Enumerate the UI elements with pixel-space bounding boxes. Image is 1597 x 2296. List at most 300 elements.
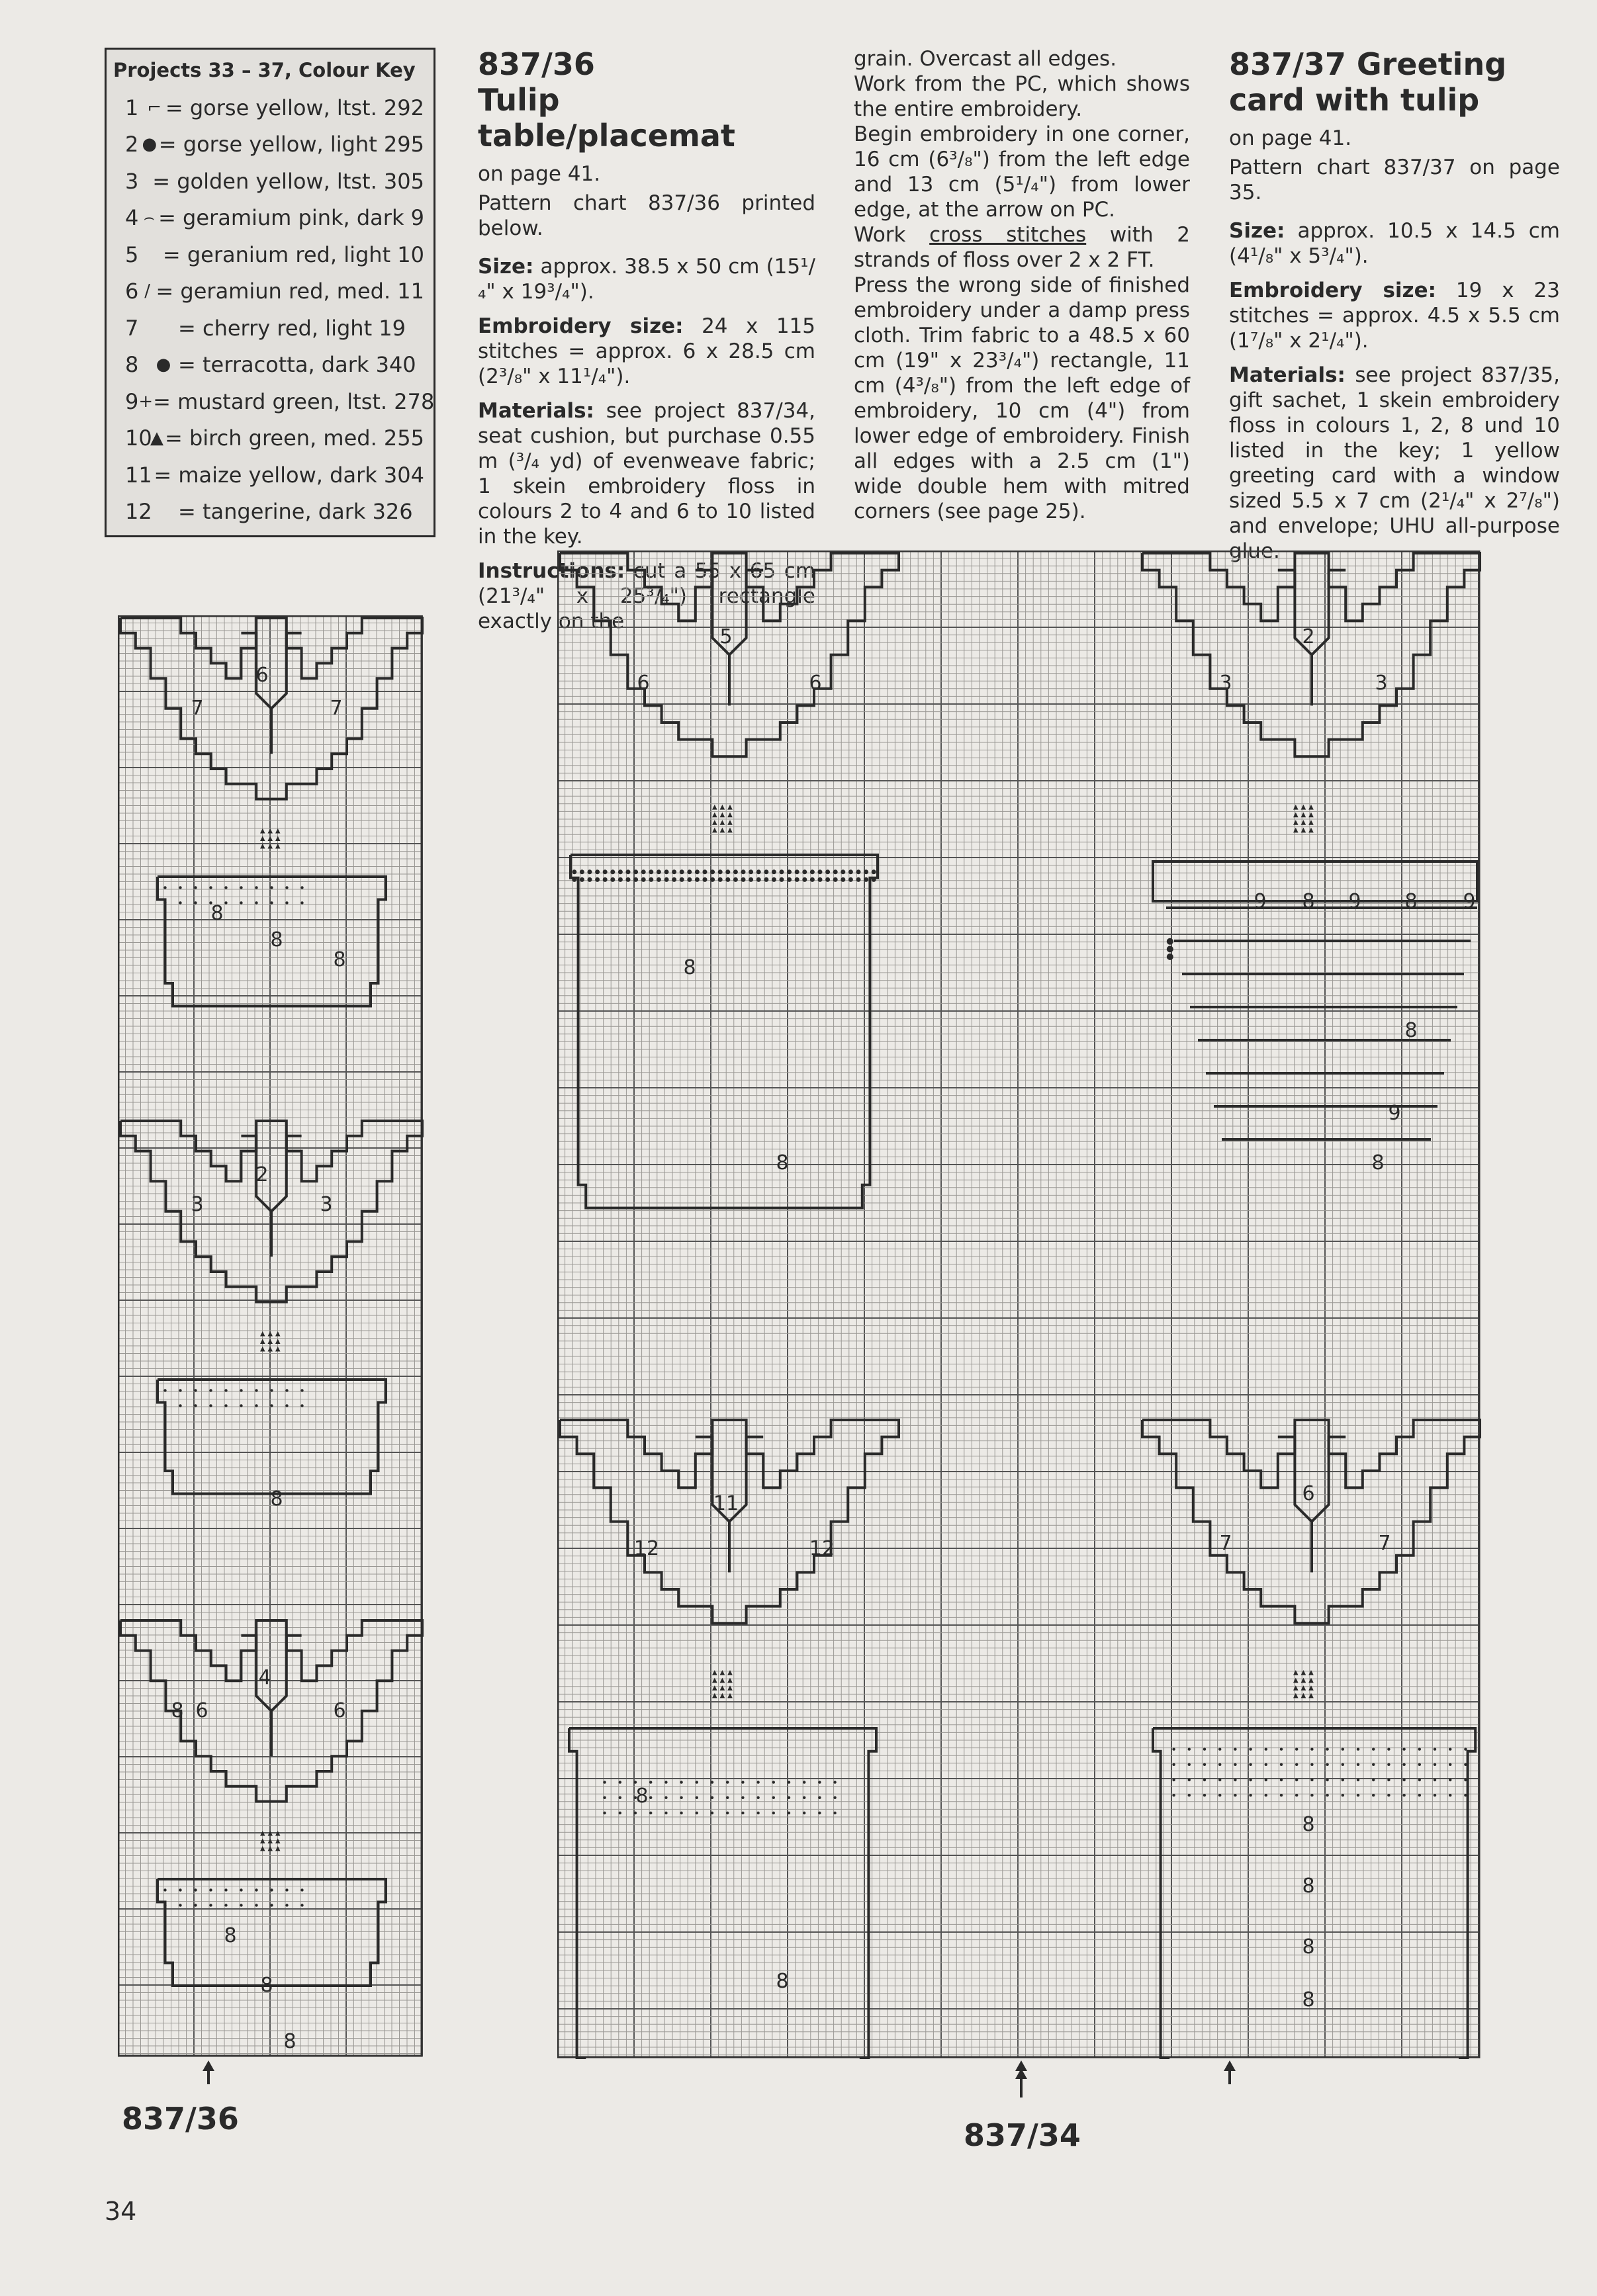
stitch-dot: [1265, 1794, 1267, 1796]
stem-stitch-icon: [268, 1347, 273, 1352]
stitch-dot: [270, 1888, 273, 1891]
page-ref: on page 41.: [478, 162, 601, 186]
stem-stitch-icon: [260, 1846, 265, 1851]
colour-key-row: [113, 383, 435, 420]
stitch-dot: [1464, 1794, 1467, 1796]
key-number: 10: [125, 425, 152, 451]
colour-number-label: 8: [283, 2030, 297, 2053]
text-para: Work from the PC, which shows the entire embroidery.: [854, 72, 1190, 121]
stitch-dot: [803, 1796, 805, 1799]
key-number: 5: [125, 242, 139, 267]
stitch-dot: [300, 1904, 303, 1906]
colour-number-label: 11: [713, 1492, 739, 1515]
stitch-dot: [1449, 1794, 1451, 1796]
stitch-dot: [626, 877, 631, 882]
stitch-dot: [672, 877, 676, 882]
stitch-dot: [833, 1781, 836, 1783]
stitch-dot: [864, 877, 868, 882]
stitch-dot: [680, 1781, 682, 1783]
stitch-dot: [1167, 938, 1173, 945]
colour-number-label: 8: [1302, 1988, 1315, 2011]
colour-key-row: [113, 200, 424, 237]
stitch-dot: [833, 1812, 836, 1814]
stitch-dot: [270, 1404, 273, 1407]
stitch-dot: [741, 1781, 744, 1783]
key-symbol-icon: ⌢: [143, 207, 155, 228]
stitch-dot: [1295, 1794, 1298, 1796]
colour-number-label: 6: [637, 672, 650, 695]
stitch-dot: [618, 877, 623, 882]
colour-number-label: 6: [195, 1699, 208, 1722]
stem-stitch-icon: [268, 836, 273, 842]
stitch-dot: [726, 1781, 729, 1783]
stitch-dot: [664, 1781, 667, 1783]
stem-stitch-icon: [720, 813, 725, 818]
stitch-dot: [1372, 1779, 1375, 1781]
stem-stitch-icon: [260, 1331, 265, 1337]
stitch-dot: [1434, 1763, 1436, 1766]
stitch-dot: [787, 869, 792, 874]
stem-stitch-icon: [268, 1339, 273, 1345]
stitch-dot: [1167, 953, 1173, 960]
key-symbol-icon: +: [138, 391, 154, 412]
stitch-dot: [848, 869, 853, 874]
stitch-dot: [718, 869, 723, 874]
colour-number-label: 4: [258, 1666, 271, 1689]
stitch-dot: [240, 1404, 242, 1407]
stitch-dot: [163, 901, 166, 904]
grid: [557, 551, 1480, 2058]
stitch-dot: [179, 1904, 181, 1906]
stitch-dot: [1203, 1763, 1206, 1766]
striped-pot: [1153, 861, 1477, 1139]
stitch-dot: [710, 869, 715, 874]
stem-stitch-icon: [275, 1339, 281, 1345]
stitch-dot: [695, 869, 700, 874]
stitch-dot: [787, 877, 792, 882]
stitch-dot: [1188, 1763, 1191, 1766]
stitch-dot: [1234, 1794, 1236, 1796]
colour-number-label: 3: [1375, 672, 1388, 695]
colour-number-label: 8: [776, 1151, 789, 1174]
stitch-dot: [848, 877, 853, 882]
stitch-dot: [255, 1904, 257, 1906]
stitch-dot: [1310, 1763, 1313, 1766]
colour-number-label: 6: [1302, 1482, 1315, 1505]
stitch-dot: [795, 877, 799, 882]
stitch-dot: [179, 886, 181, 889]
stitch-dot: [603, 1796, 606, 1799]
stitch-dot: [718, 877, 723, 882]
stem-stitch-icon: [720, 805, 725, 810]
stitch-dot: [725, 869, 730, 874]
stitch-dot: [240, 1888, 242, 1891]
colour-number-label: 8: [1371, 1151, 1385, 1174]
key-number: 2: [125, 132, 139, 157]
colour-number-label: 9: [1388, 1102, 1401, 1125]
stitch-dot: [300, 1404, 303, 1407]
stitch-dot: [603, 869, 608, 874]
stitch-dot: [711, 1796, 713, 1799]
stitch-dot: [619, 1796, 621, 1799]
stitch-dot: [756, 877, 761, 882]
stitch-dot: [680, 877, 684, 882]
stitch-dot: [1342, 1794, 1344, 1796]
stitch-dot: [588, 877, 592, 882]
stitch-dot: [224, 886, 227, 889]
stitch-dot: [803, 1781, 805, 1783]
key-number: 3: [125, 168, 139, 194]
chart-ref: Pattern chart 837/37 on page 35.: [1229, 155, 1560, 204]
stem-stitch-icon: [720, 828, 725, 833]
stitch-dot: [833, 1796, 836, 1799]
stitch-dot: [780, 869, 784, 874]
key-number: 12: [125, 499, 152, 525]
stitch-dot: [1265, 1779, 1267, 1781]
colour-number-label: 8: [635, 1785, 649, 1808]
stitch-dot: [672, 869, 676, 874]
colour-number-label: 3: [320, 1193, 333, 1216]
stitch-dot: [1234, 1779, 1236, 1781]
stitch-dot: [270, 1904, 273, 1906]
stitch-dot: [1326, 1763, 1328, 1766]
stitch-dot: [224, 1904, 227, 1906]
stitch-dot: [1434, 1794, 1436, 1796]
key-symbol-icon: ●: [142, 134, 158, 155]
stitch-dot: [1326, 1747, 1328, 1750]
stitch-dot: [818, 1796, 821, 1799]
stitch-dot: [224, 1389, 227, 1391]
key-number: 8: [125, 352, 139, 378]
stem-stitch-icon: [275, 1846, 281, 1851]
stitch-dot: [749, 877, 753, 882]
stem-stitch-icon: [727, 805, 733, 810]
stitch-dot: [1387, 1779, 1390, 1781]
stitch-dot: [696, 1796, 698, 1799]
colour-number-label: 8: [260, 1974, 273, 1997]
colour-key-row: [113, 273, 424, 310]
pattern-chart-837-36: [118, 615, 424, 2058]
stitch-dot: [741, 1812, 744, 1814]
colour-key-row: [113, 236, 424, 273]
colour-number-label: 8: [1404, 890, 1418, 913]
stitch-dot: [1172, 1779, 1175, 1781]
stitch-dot: [610, 877, 615, 882]
stitch-dot: [1418, 1794, 1421, 1796]
colour-number-label: 8: [270, 1487, 283, 1511]
stitch-dot: [687, 869, 692, 874]
stitch-dot: [285, 1389, 288, 1391]
stitch-dot: [1265, 1747, 1267, 1750]
colour-key-row: [113, 89, 424, 126]
stitch-dot: [802, 877, 807, 882]
stitch-dot: [633, 869, 638, 874]
stitch-dot: [833, 877, 838, 882]
stitch-dot: [1372, 1747, 1375, 1750]
stitch-dot: [603, 877, 608, 882]
stitch-dot: [1280, 1747, 1283, 1750]
stitch-dot: [1326, 1779, 1328, 1781]
stitch-dot: [649, 1812, 652, 1814]
key-number: 7: [125, 315, 139, 341]
stitch-dot: [194, 1404, 197, 1407]
stitch-dot: [1357, 1779, 1359, 1781]
colour-key-rows: [113, 89, 435, 530]
stitch-dot: [572, 877, 576, 882]
stitch-dot: [695, 877, 700, 882]
stem-stitch-icon: [720, 820, 725, 825]
stitch-dot: [300, 1888, 303, 1891]
stem-stitch-icon: [268, 1331, 273, 1337]
stem-stitch-icon: [275, 1331, 281, 1337]
stitch-dot: [1295, 1779, 1298, 1781]
stitch-dot: [1402, 1747, 1405, 1750]
stitch-dot: [756, 1781, 759, 1783]
stitch-dot: [1464, 1763, 1467, 1766]
stitch-dot: [825, 877, 830, 882]
colour-key-title: Projects 33 – 37, Colour Key: [113, 59, 416, 81]
stitch-dot: [818, 877, 823, 882]
stitch-dot: [833, 869, 838, 874]
stitch-dot: [194, 1904, 197, 1906]
colour-number-label: 8: [683, 956, 696, 979]
stitch-dot: [649, 1781, 652, 1783]
stitch-dot: [1280, 1763, 1283, 1766]
embroidery-size-para: Embroidery size: 19 x 23 stitches = approx. 4.5 x 5.5 cm (1⁷/₈" x 2¹/₄").: [1229, 279, 1560, 353]
stitch-dot: [756, 1796, 759, 1799]
stitch-dot: [1342, 1747, 1344, 1750]
stitch-dot: [703, 877, 707, 882]
stitch-dot: [664, 877, 669, 882]
stem-stitch-icon: [712, 820, 717, 825]
stitch-dot: [1310, 1794, 1313, 1796]
stitch-dot: [209, 1904, 212, 1906]
materials-para: Materials: see project 837/34, seat cushion, but purchase 0.55 m (³/₄ yd) of evenweave fabric; 1 skein embroidery floss in colours 2 to 4 and 6 to 10 listed in the key.: [478, 399, 815, 549]
stitch-dot: [1249, 1747, 1252, 1750]
stitch-dot: [649, 1796, 652, 1799]
colour-number-label: 12: [809, 1537, 835, 1560]
centre-arrow-icon: [1011, 2059, 1031, 2099]
key-description: = terracotta, dark 340: [178, 352, 416, 378]
embroidery-size-para: Embroidery size: 24 x 115 stitches = approx. 6 x 28.5 cm (2³/₈" x 11¹/₄").: [478, 314, 815, 388]
stitch-dot: [803, 1812, 805, 1814]
stitch-dot: [580, 877, 584, 882]
stitch-dot: [163, 1389, 166, 1391]
stitch-dot: [300, 886, 303, 889]
colour-number-label: 8: [224, 1924, 237, 1947]
stem-stitch-icon: [268, 844, 273, 849]
text-para: grain. Overcast all edges.: [854, 47, 1117, 71]
stitch-dot: [1203, 1794, 1206, 1796]
stitch-dot: [726, 1812, 729, 1814]
stitch-dot: [572, 869, 576, 874]
key-number: 11: [125, 462, 152, 488]
stitch-dot: [194, 886, 197, 889]
stitch-dot: [240, 1904, 242, 1906]
text-para: Work cross stitches with 2 strands of floss over 2 x 2 FT.: [854, 223, 1191, 272]
stitch-dot: [641, 869, 646, 874]
stitch-dot: [749, 869, 753, 874]
stitch-dot: [788, 1796, 790, 1799]
stitch-dot: [818, 869, 823, 874]
stitch-dot: [163, 1888, 166, 1891]
stitch-dot: [209, 1888, 212, 1891]
stitch-dot: [696, 1812, 698, 1814]
stitch-dot: [603, 1781, 606, 1783]
stitch-dot: [864, 869, 868, 874]
stem-stitch-icon: [712, 828, 717, 833]
stitch-dot: [1449, 1779, 1451, 1781]
key-description: = geramiun red, med. 11: [156, 279, 424, 304]
stitch-dot: [240, 1389, 242, 1391]
stitch-dot: [1218, 1779, 1221, 1781]
stitch-dot: [1249, 1779, 1252, 1781]
stitch-dot: [680, 1812, 682, 1814]
stitch-dot: [163, 1904, 166, 1906]
stitch-dot: [795, 869, 799, 874]
tulip-centre-outline: [241, 633, 301, 754]
stitch-dot: [841, 869, 845, 874]
stitch-dot: [1172, 1763, 1175, 1766]
stitch-dot: [1326, 1794, 1328, 1796]
colour-number-label: 7: [1219, 1532, 1232, 1555]
stitch-dot: [1402, 1763, 1405, 1766]
stitch-dot: [1434, 1779, 1436, 1781]
stem-stitch-icon: [727, 820, 733, 825]
stitch-dot: [1218, 1763, 1221, 1766]
stitch-dot: [818, 1812, 821, 1814]
stitch-dot: [1342, 1763, 1344, 1766]
colour-number-label: 12: [633, 1537, 660, 1560]
stitch-dot: [1172, 1747, 1175, 1750]
stitch-dot: [772, 877, 776, 882]
stitch-dot: [810, 869, 815, 874]
stem-stitch-icon: [275, 828, 281, 834]
stitch-dot: [703, 869, 707, 874]
key-symbol-icon: ●: [156, 355, 171, 375]
colour-key: [105, 48, 435, 537]
stitch-dot: [179, 1888, 181, 1891]
stitch-dot: [619, 1781, 621, 1783]
stitch-dot: [285, 1904, 288, 1906]
stitch-dot: [725, 877, 730, 882]
stitch-dot: [687, 877, 692, 882]
key-number: 1: [125, 95, 139, 120]
stitch-dot: [788, 1781, 790, 1783]
colour-number-label: 8: [333, 948, 346, 971]
stitch-dot: [1418, 1779, 1421, 1781]
stitch-dot: [741, 1796, 744, 1799]
colour-number-label: 9: [1463, 890, 1476, 913]
stitch-dot: [1418, 1763, 1421, 1766]
stitch-dot: [1387, 1794, 1390, 1796]
stitch-dot: [733, 869, 738, 874]
stem-stitch-icon: [260, 844, 265, 849]
key-description: = geranium red, light 10: [162, 242, 424, 267]
project-code: 837/37 Greeting: [1229, 46, 1507, 82]
materials-para: Materials: see project 837/35, gift sachet, 1 skein embroidery floss in colours 1, 2, 8 und 10 listed in the key; 1 yellow greeting card with a window sized 5.5 x 7 cm (2¹/₄" x 2⁷/₈") and envelope; UHU all-purpose glue.: [1229, 363, 1560, 563]
key-description: = geramium pink, dark 9: [158, 205, 424, 231]
stitch-dot: [1203, 1779, 1206, 1781]
stitch-dot: [1464, 1747, 1467, 1750]
stitch-dot: [240, 901, 242, 904]
stitch-dot: [179, 901, 181, 904]
stitch-dot: [772, 1781, 775, 1783]
stitch-dot: [163, 1404, 166, 1407]
stem-stitch-icon: [268, 828, 273, 834]
colour-number-label: 8: [210, 902, 224, 925]
size-para: Size: approx. 38.5 x 50 cm (15¹/₄" x 19³/₄").: [478, 255, 815, 304]
stitch-dot: [603, 1812, 606, 1814]
stitch-dot: [1464, 1779, 1467, 1781]
stitch-dot: [588, 869, 592, 874]
stitch-dot: [300, 901, 303, 904]
key-description: = birch green, med. 255: [164, 425, 424, 451]
key-description: = cherry red, light 19: [178, 315, 406, 341]
colour-number-label: 6: [255, 664, 269, 687]
stitch-dot: [872, 869, 876, 874]
stitch-dot: [1372, 1794, 1375, 1796]
stitch-dot: [772, 1796, 775, 1799]
stitch-dot: [209, 1404, 212, 1407]
stitch-dot: [657, 869, 661, 874]
stitch-dot: [1188, 1794, 1191, 1796]
stitch-dot: [1203, 1747, 1206, 1750]
text-para: Begin embroidery in one corner, 16 cm (6³/₈") from the left edge and 13 cm (5¹/₄") from lower edge, at the arrow on PC.: [854, 122, 1190, 222]
stitch-dot: [1387, 1763, 1390, 1766]
stitch-dot: [788, 1812, 790, 1814]
tulip-centre-outline: [241, 1136, 301, 1257]
stitch-dot: [664, 1812, 667, 1814]
stitch-dot: [733, 877, 738, 882]
stitch-dot: [1295, 1763, 1298, 1766]
stem-stitch-icon: [712, 805, 717, 810]
stitch-dot: [1234, 1763, 1236, 1766]
stitch-dot: [1342, 1779, 1344, 1781]
stitch-dot: [179, 1389, 181, 1391]
colour-number-label: 7: [330, 697, 343, 720]
stitch-dot: [649, 877, 653, 882]
stitch-dot: [711, 1781, 713, 1783]
stitch-dot: [641, 877, 646, 882]
key-symbol-icon: ∕: [144, 281, 151, 302]
key-number: 9: [125, 388, 139, 414]
stitch-dot: [1402, 1779, 1405, 1781]
colour-number-label: 8: [1404, 1019, 1418, 1042]
stitch-dot: [255, 1389, 257, 1391]
stitch-dot: [194, 1389, 197, 1391]
stitch-dot: [209, 1389, 212, 1391]
stitch-dot: [1249, 1794, 1252, 1796]
key-number: 4: [125, 205, 139, 231]
stitch-dot: [618, 869, 623, 874]
stitch-dot: [1310, 1779, 1313, 1781]
colour-number-label: 8: [776, 1970, 789, 1993]
stitch-dot: [1249, 1763, 1252, 1766]
stitch-dot: [1295, 1747, 1298, 1750]
key-symbol-icon: ⌐: [147, 97, 162, 118]
stitch-dot: [626, 869, 631, 874]
stitch-dot: [756, 1812, 759, 1814]
stitch-dot: [634, 1781, 637, 1783]
stitch-dot: [1265, 1763, 1267, 1766]
stitch-dot: [696, 1781, 698, 1783]
stitch-dot: [664, 869, 669, 874]
stem-stitch-icon: [275, 1839, 281, 1844]
stitch-dot: [825, 869, 830, 874]
stitch-dot: [1280, 1794, 1283, 1796]
stitch-dot: [255, 886, 257, 889]
